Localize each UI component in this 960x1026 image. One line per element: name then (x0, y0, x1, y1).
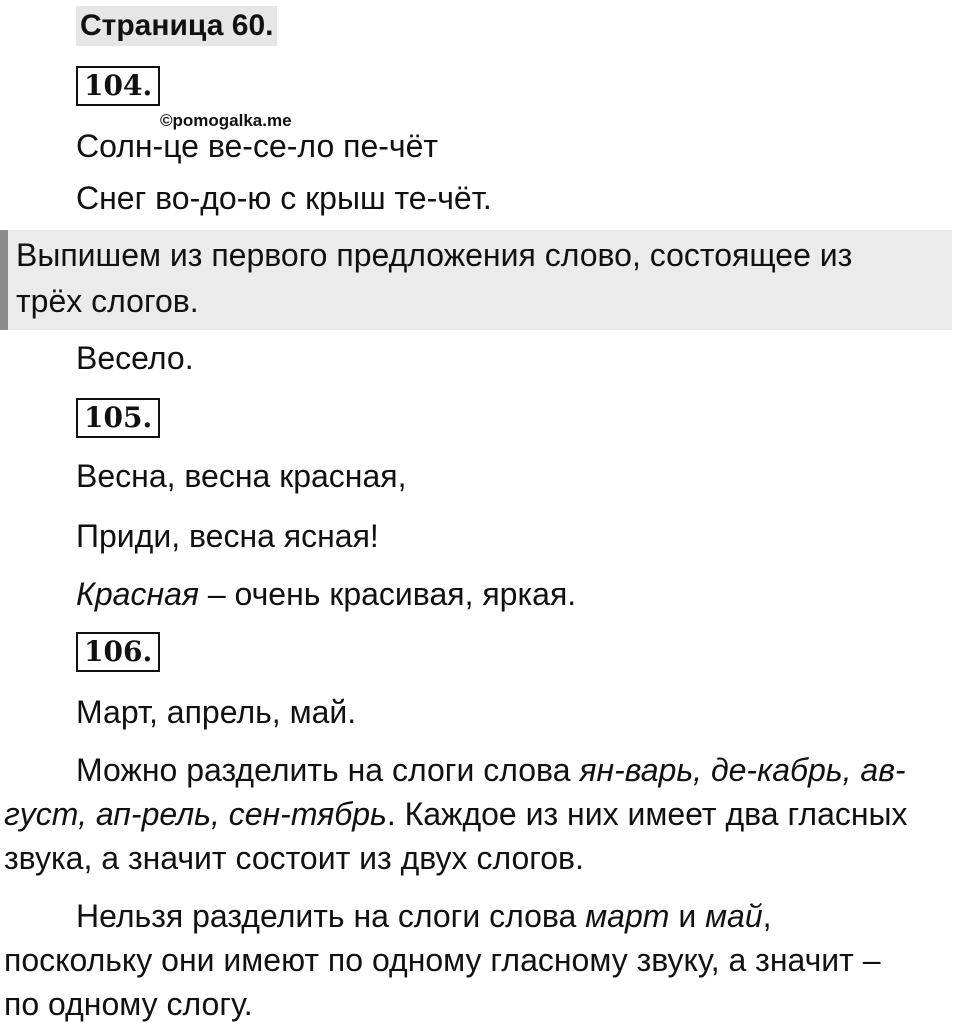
watermark: ©pomogalka.me (160, 111, 292, 130)
paragraph-line: звука, а значит состоит из двух слогов. (4, 840, 584, 876)
page-title: Страница 60. (76, 6, 277, 46)
exercise-number-104: 104. (76, 66, 160, 106)
definition-line: Красная – очень красивая, яркая. (76, 576, 577, 612)
poem-line: Весна, весна красная, (76, 458, 407, 494)
paragraph-line: густ, ап-рель, сен-тябрь. Каждое из них имеет два гласных (4, 796, 908, 832)
paragraph-line: Можно разделить на слоги слова ян-варь, де-кабрь, ав- (76, 752, 906, 788)
task-text-line: Выпишем из первого предложения слово, состоящее из (16, 237, 853, 273)
poem-line: Приди, весна ясная! (76, 518, 379, 554)
task-box (0, 230, 952, 330)
paragraph-line: поскольку они имеют по одному гласному звуку, а значит – (4, 942, 881, 978)
text-line: Март, апрель, май. (76, 694, 357, 730)
paragraph-line: Нельзя разделить на слоги слова март и май, (76, 898, 772, 934)
poem-line: Солн-це ве-се-ло пе-чёт (76, 128, 439, 164)
task-text-line: трёх слогов. (16, 283, 199, 319)
exercise-number-106: 106. (76, 632, 160, 672)
defined-word: Красная (76, 576, 199, 612)
answer-text: Весело. (76, 340, 194, 376)
paragraph-line: по одному слогу. (4, 986, 253, 1022)
poem-line: Снег во-до-ю с крыш те-чёт. (76, 180, 492, 216)
exercise-number-105: 105. (76, 398, 160, 438)
